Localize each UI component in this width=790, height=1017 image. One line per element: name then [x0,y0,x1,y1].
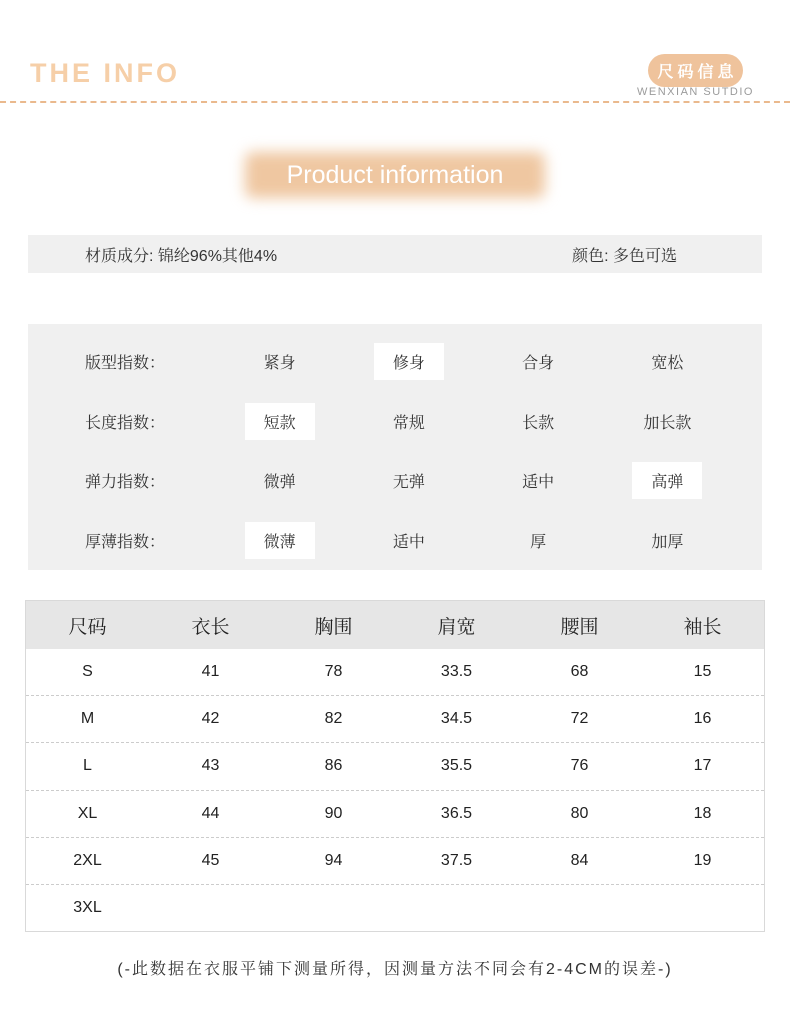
col-header-size: 尺码 [68,616,107,638]
cell-value: 43 [201,757,220,775]
index-option-selected: 微薄 [245,522,315,559]
table-row-s [26,649,764,695]
col-header-garment-length: 衣长 [191,616,230,638]
cell-value: 41 [201,663,220,681]
index-options [215,403,732,440]
table-row-xl [26,790,764,837]
index-option: 合身 [522,355,555,373]
table-row-m [26,695,764,742]
cell-size: XL [77,804,98,822]
cell-size: M [80,710,95,728]
cell-value: 15 [693,663,712,681]
cell-value: 80 [570,804,589,822]
index-options [215,522,732,559]
index-row-fit [28,332,762,392]
col-header-sleeve: 袖长 [683,616,722,638]
cell-size: 2XL [73,851,102,869]
brand-title: THE INFO [30,58,180,88]
cell-value: 45 [201,851,220,869]
cell-value: 78 [324,663,343,681]
table-row-2xl [26,837,764,884]
size-table-header [26,601,764,649]
cell-value: 37.5 [440,851,473,869]
dashed-divider [0,101,790,103]
index-options [215,343,732,380]
cell-value: 18 [693,804,712,822]
cell-value: 19 [693,851,712,869]
index-option: 微弹 [263,474,296,492]
col-header-bust: 胸围 [314,616,353,638]
cell-value: 34.5 [440,710,473,728]
cell-value: 17 [693,757,712,775]
cell-value: 90 [324,804,343,822]
cell-value: 36.5 [440,804,473,822]
cell-value: 16 [693,710,712,728]
cell-size: L [83,757,92,775]
index-option: 无弹 [392,474,425,492]
cell-size: S [82,663,93,681]
material-composition: 材质成分: 锦纶96%其他4% [85,247,278,265]
cell-value: 68 [570,663,589,681]
section-title: Product information [286,161,504,189]
index-option-selected: 高弹 [632,462,702,499]
cell-value: 82 [324,710,343,728]
fit-indices [28,324,762,570]
index-option: 厚 [530,533,547,551]
section-banner [245,152,545,198]
index-label: 长度指数： [85,414,166,432]
table-row-3xl [26,884,764,931]
table-row-l [26,742,764,789]
index-option: 适中 [392,533,425,551]
index-label: 厚薄指数： [85,533,166,551]
cell-value: 35.5 [440,757,473,775]
measurement-disclaimer: (-此数据在衣服平铺下测量所得，因测量方法不同会有2-4CM的误差-) [117,961,673,978]
size-info-badge: 尺码信息 [648,54,743,87]
index-option: 加厚 [651,533,684,551]
cell-value: 44 [201,804,220,822]
index-option-selected: 短款 [245,403,315,440]
studio-name: WENXIAN SUTDIO [637,86,754,98]
cell-value: 33.5 [440,663,473,681]
cell-value: 72 [570,710,589,728]
index-option: 紧身 [263,355,296,373]
cell-value: 42 [201,710,220,728]
index-option: 适中 [522,474,555,492]
index-option: 宽松 [651,355,684,373]
cell-value: 76 [570,757,589,775]
color-options: 颜色: 多色可选 [572,247,677,265]
index-option: 加长款 [643,414,692,432]
cell-size: 3XL [73,898,102,916]
material-strip [28,235,762,273]
size-table [25,600,765,932]
cell-value: 94 [324,851,343,869]
col-header-waist: 腰围 [560,616,599,638]
index-options [215,462,732,499]
index-label: 版型指数： [85,355,166,373]
cell-value: 86 [324,757,343,775]
index-option-selected: 修身 [374,343,444,380]
col-header-shoulder: 肩宽 [437,616,476,638]
index-row-thickness [28,511,762,571]
index-label: 弹力指数： [85,474,166,492]
index-option: 常规 [392,414,425,432]
index-row-length [28,392,762,452]
index-option: 长款 [522,414,555,432]
index-row-stretch [28,451,762,511]
cell-value: 84 [570,851,589,869]
